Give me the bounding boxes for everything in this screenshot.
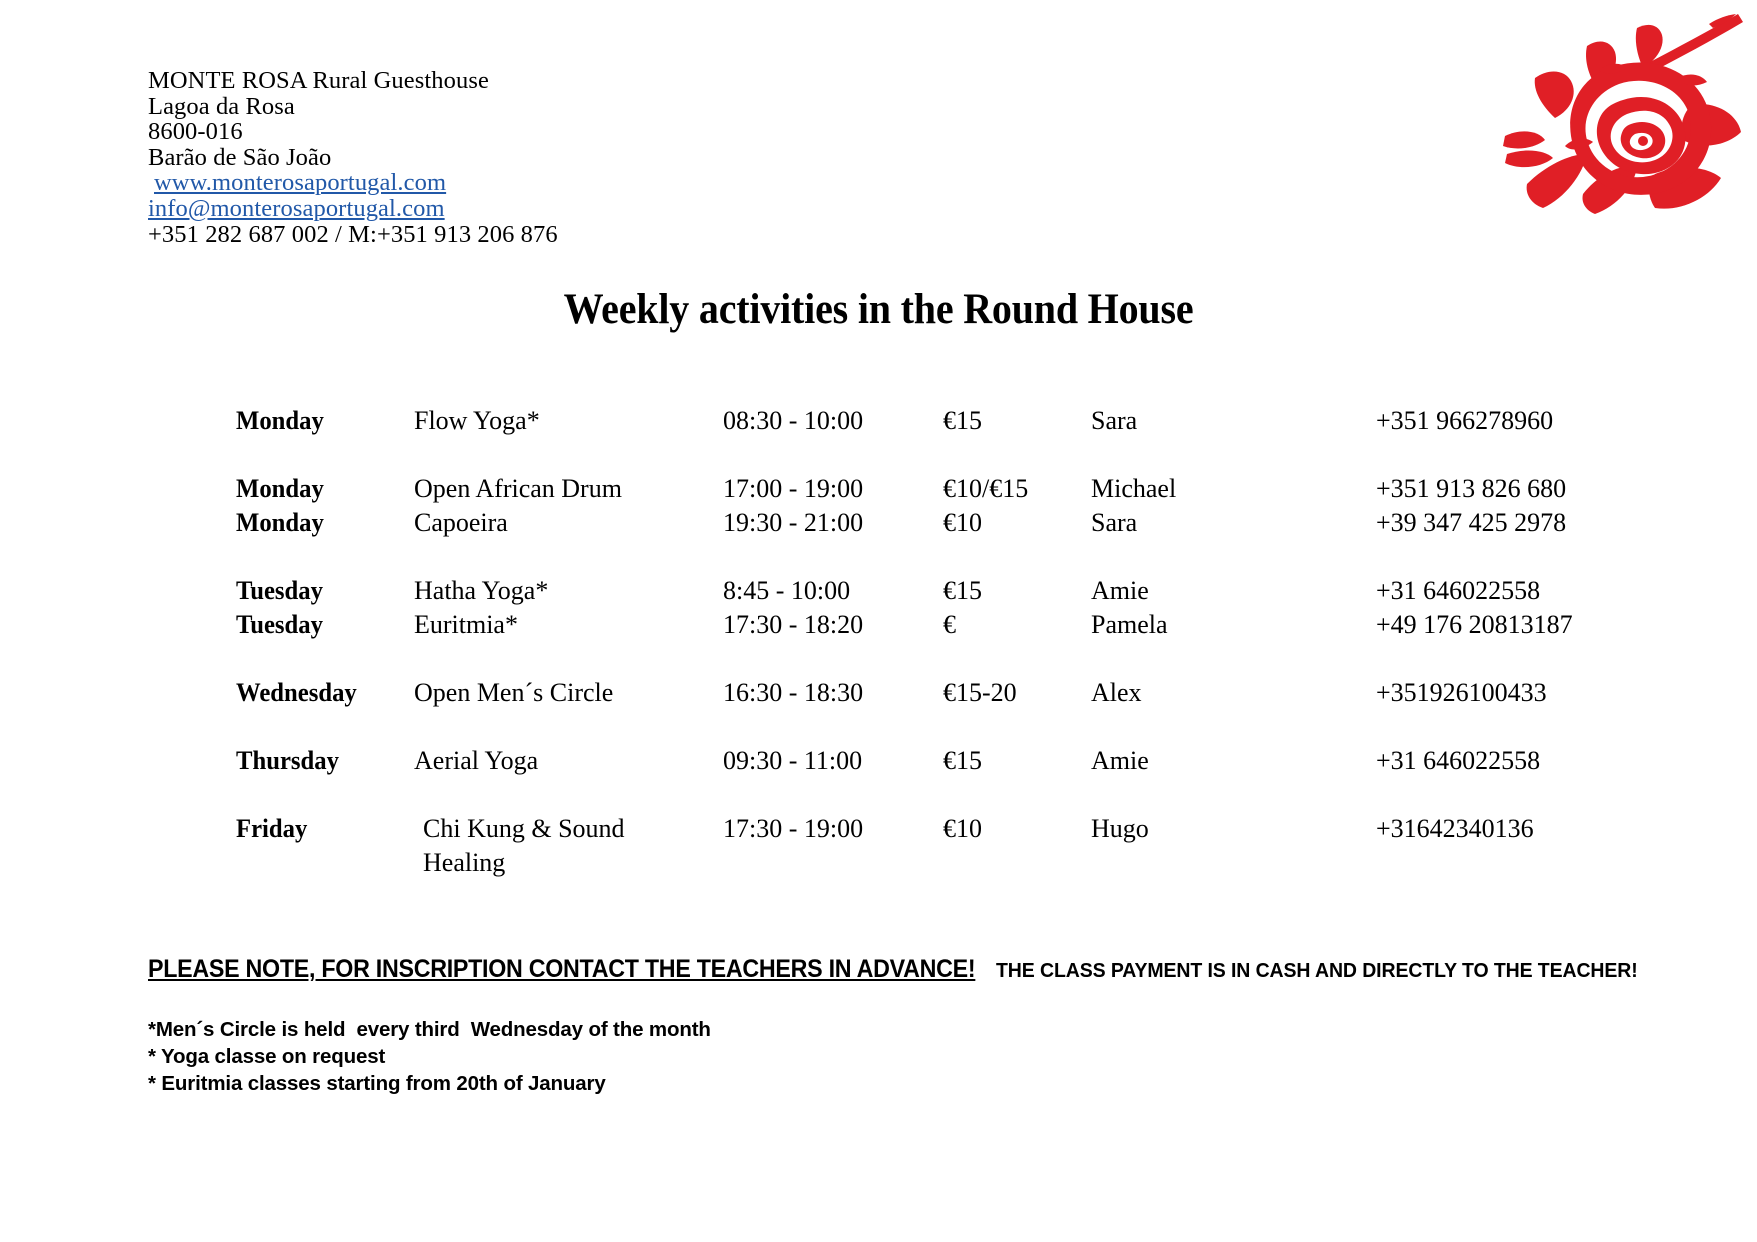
note-emphasis-text: PLEASE NOTE, FOR INSCRIPTION CONTACT THE TEACHERS IN ADVANCE! [148, 955, 976, 983]
cell-time: 08:30 - 10:00 [723, 406, 864, 435]
row-spacer-cell [236, 778, 1576, 812]
cell-teacher: Sara [1091, 508, 1138, 537]
row-spacer [236, 642, 1576, 676]
table-row [236, 404, 1576, 438]
row-spacer-cell [236, 540, 1576, 574]
cell-price: €10 [943, 814, 982, 843]
row-spacer-cell [236, 642, 1576, 676]
cell-activity: Capoeira [414, 508, 508, 537]
cell-teacher: Amie [1091, 576, 1149, 605]
address-street: Lagoa da Rosa [148, 92, 295, 120]
cell-time: 17:30 - 18:20 [723, 610, 864, 639]
schedule-body [236, 404, 1576, 880]
cell-time: 8:45 - 10:00 [723, 576, 851, 605]
cell-price: €15 [943, 576, 982, 605]
row-spacer [236, 438, 1576, 472]
cell-day: Monday [236, 474, 324, 503]
table-row [236, 812, 1576, 880]
row-spacer [236, 710, 1576, 744]
table-row [236, 506, 1576, 540]
table-row [236, 472, 1576, 506]
activity-line-1: Chi Kung & Sound [423, 814, 625, 843]
row-spacer-cell [236, 438, 1576, 472]
cell-price: € [943, 610, 956, 639]
cell-phone: +351 966278960 [1376, 406, 1554, 435]
cell-day: Wednesday [236, 678, 357, 707]
phone-numbers: +351 282 687 002 / M:+351 913 206 876 [148, 220, 558, 248]
cell-time: 17:30 - 19:00 [723, 814, 864, 843]
table-row [236, 608, 1576, 642]
cell-phone: +31 646022558 [1376, 746, 1541, 775]
cell-day: Thursday [236, 746, 339, 775]
footnote-line: *Men´s Circle is held every third Wednesday of the month [148, 1018, 711, 1041]
cell-day: Monday [236, 508, 324, 537]
footnote-line: * Euritmia classes starting from 20th of January [148, 1072, 606, 1095]
cell-teacher: Michael [1091, 474, 1177, 503]
rose-logo [1487, 8, 1747, 223]
cell-price: €10/€15 [943, 474, 1029, 503]
row-spacer-cell [236, 710, 1576, 744]
footnote-line: * Yoga classe on request [148, 1045, 386, 1068]
cell-time: 09:30 - 11:00 [723, 746, 863, 775]
address-locality: Barão de São João [148, 143, 332, 171]
cell-time: 19:30 - 21:00 [723, 508, 864, 537]
footnotes-list [148, 1016, 711, 1097]
cell-day: Tuesday [236, 610, 323, 639]
cell-activity: Flow Yoga* [414, 406, 540, 435]
row-spacer [236, 540, 1576, 574]
cell-activity: Euritmia* [414, 610, 518, 639]
cell-teacher: Amie [1091, 746, 1149, 775]
email-link[interactable]: info@monterosaportugal.com [148, 194, 445, 222]
activity-line-2: Healing [423, 848, 506, 877]
cell-phone: +31642340136 [1376, 814, 1534, 843]
cell-teacher: Sara [1091, 406, 1138, 435]
cell-activity: Aerial Yoga [414, 746, 539, 775]
cell-activity: Open African Drum [414, 474, 622, 503]
cell-price: €15 [943, 746, 982, 775]
note-primary [148, 955, 1671, 984]
weekly-schedule-table [236, 404, 1576, 880]
cell-day: Monday [236, 406, 324, 435]
notes-section [148, 955, 1671, 984]
cell-day: Tuesday [236, 576, 323, 605]
table-row [236, 744, 1576, 778]
cell-phone: +351 913 826 680 [1376, 474, 1567, 503]
cell-activity: Hatha Yoga* [414, 576, 549, 605]
cell-phone: +351926100433 [1376, 678, 1547, 707]
row-spacer [236, 778, 1576, 812]
business-name: MONTE ROSA Rural Guesthouse [148, 67, 489, 94]
cell-time: 17:00 - 19:00 [723, 474, 864, 503]
cell-phone: +39 347 425 2978 [1376, 508, 1567, 537]
cell-activity: Open Men´s Circle [414, 678, 614, 707]
contact-header [148, 68, 558, 247]
cell-day: Friday [236, 814, 308, 843]
address-postal-code: 8600-016 [148, 118, 243, 146]
note-tail-text: THE CLASS PAYMENT IS IN CASH AND DIRECTLY TO THE TEACHER! [995, 959, 1638, 982]
table-row [236, 574, 1576, 608]
cell-phone: +49 176 20813187 [1376, 610, 1573, 639]
website-link[interactable]: www.monterosaportugal.com [154, 169, 447, 197]
cell-teacher: Pamela [1091, 610, 1168, 639]
page-title: Weekly activities in the Round House [563, 286, 1194, 333]
table-row [236, 676, 1576, 710]
cell-price: €15-20 [943, 678, 1017, 707]
cell-teacher: Hugo [1091, 814, 1149, 843]
cell-teacher: Alex [1091, 678, 1142, 707]
cell-price: €15 [943, 406, 982, 435]
cell-phone: +31 646022558 [1376, 576, 1541, 605]
cell-activity [414, 812, 723, 880]
cell-price: €10 [943, 508, 982, 537]
cell-time: 16:30 - 18:30 [723, 678, 864, 707]
